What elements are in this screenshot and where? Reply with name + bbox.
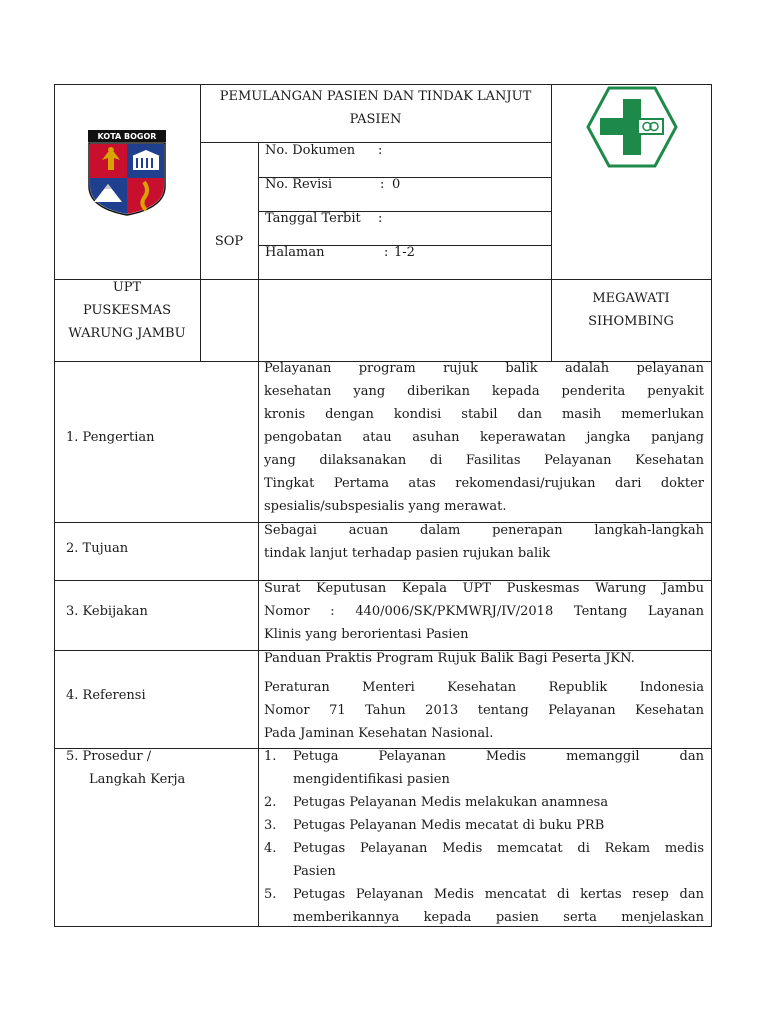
field-label: Tanggal Terbit — [265, 211, 361, 226]
field-no-revisi — [265, 173, 332, 196]
text-line: Sebagai acuan dalam penerapan langkah-langkah — [264, 523, 704, 538]
text-line: Pasien — [293, 864, 336, 879]
signer-name — [551, 287, 711, 333]
kota-bogor-logo — [88, 130, 166, 216]
text-line: kesehatan yang diberikan kepada penderita penyakit — [264, 384, 704, 399]
text-line: Klinis yang berorientasi Pasien — [264, 627, 469, 642]
organization-name — [54, 276, 200, 345]
text-line: yang dilaksanakan di Fasilitas Pelayanan Kesehatan — [264, 453, 704, 468]
body-divider — [258, 361, 259, 927]
header-divider — [258, 142, 259, 361]
step-number: 4. — [264, 841, 277, 856]
field-label: No. Revisi — [265, 177, 333, 192]
sop-label: SOP — [214, 234, 244, 249]
signer-name-line: SIHOMBING — [588, 314, 674, 329]
section-content-referensi-2 — [264, 676, 704, 745]
text-line: Petugas Pelayanan Medis mencatat di kertas resep dan — [293, 887, 704, 902]
section-label-line: 5. Prosedur / — [66, 749, 152, 764]
text-line: spesialis/subspesialis yang merawat. — [264, 499, 507, 514]
procedure-step — [264, 883, 704, 929]
table-border-right — [711, 84, 712, 927]
document-title-line: PEMULANGAN PASIEN DAN TINDAK LANJUT — [219, 89, 532, 104]
city-logo-text: KOTA BOGOR — [97, 132, 157, 141]
procedure-step — [264, 791, 704, 814]
step-number: 3. — [264, 818, 277, 833]
section-label-pengertian: 1. Pengertian — [66, 430, 155, 445]
text-line: Nomor : 440/006/SK/PKMWRJ/IV/2018 Tentang Layanan — [264, 604, 704, 619]
field-value: 1-2 — [394, 245, 415, 260]
section-label-referensi: 4. Referensi — [66, 688, 146, 703]
section-content-referensi-1 — [264, 647, 704, 670]
document-title-line: PASIEN — [349, 112, 402, 127]
field-halaman — [265, 241, 324, 264]
field-tanggal-terbit — [265, 207, 361, 230]
text-line: pengobatan atau asuhan keperawatan jangka panjang — [264, 430, 704, 445]
text-line: Panduan Praktis Program Rujuk Balik Bagi Peserta JKN. — [264, 651, 635, 666]
organization-name-line: WARUNG JAMBU — [68, 326, 186, 341]
text-line: Nomor 71 Tahun 2013 tentang Pelayanan Kesehatan — [264, 703, 704, 718]
text-line: Pelayanan program rujuk balik adalah pelayanan — [264, 361, 704, 376]
text-line: memberikannya kepada pasien serta menjelaskan — [293, 910, 704, 925]
text-line: Tingkat Pertama atas rekomendasi/rujukan dari dokter — [264, 476, 704, 491]
text-line: Pada Jaminan Kesehatan Nasional. — [264, 726, 494, 741]
text-line: kronis dengan kondisi stabil dan masih memerlukan — [264, 407, 704, 422]
text-line: tindak lanjut terhadap pasien rujukan balik — [264, 546, 551, 561]
procedure-step — [264, 837, 704, 883]
document-title — [200, 85, 551, 131]
organization-name-line: UPT — [112, 280, 142, 295]
text-line: Petugas Pelayanan Medis melakukan anamnesa — [293, 795, 609, 810]
section-content-kebijakan — [264, 577, 704, 646]
text-line: Surat Keputusan Kepala UPT Puskesmas Warung Jambu — [264, 581, 704, 596]
section-label-line: Langkah Kerja — [89, 772, 186, 787]
procedure-step — [264, 745, 704, 791]
section-label-tujuan: 2. Tujuan — [66, 541, 129, 556]
text-line: Petugas Pelayanan Medis memcatat di Rekam medis — [293, 841, 704, 856]
step-number: 5. — [264, 887, 277, 902]
text-line: mengidentifikasi pasien — [293, 772, 450, 787]
table-border-left — [54, 84, 55, 927]
section-content-tujuan — [264, 519, 704, 565]
text-line: Petugas Pelayanan Medis mecatat di buku PRB — [293, 818, 605, 833]
text-line: Petuga Pelayanan Medis memanggil dan — [293, 749, 704, 764]
step-number: 1. — [264, 749, 277, 764]
text-line: Peraturan Menteri Kesehatan Republik Indonesia — [264, 680, 704, 695]
city-emblem-icon — [88, 130, 166, 216]
field-label: No. Dokumen — [265, 143, 356, 158]
organization-name-line: PUSKESMAS — [82, 303, 172, 318]
field-no-dokumen — [265, 139, 355, 162]
procedure-step — [264, 814, 704, 837]
section-label-prosedur — [66, 745, 185, 791]
field-separator: : — [384, 245, 389, 260]
puskesmas-logo — [586, 86, 678, 168]
field-separator: : — [378, 143, 383, 158]
field-separator: : — [378, 211, 383, 226]
field-separator: : — [380, 177, 385, 192]
signer-name-line: MEGAWATI — [592, 291, 670, 306]
header-divider — [200, 142, 551, 143]
field-value: 0 — [392, 177, 401, 192]
field-label: Halaman — [265, 245, 325, 260]
step-number: 2. — [264, 795, 277, 810]
section-label-kebijakan: 3. Kebijakan — [66, 604, 148, 619]
health-cross-icon — [586, 86, 678, 168]
section-content-pengertian — [264, 357, 704, 518]
